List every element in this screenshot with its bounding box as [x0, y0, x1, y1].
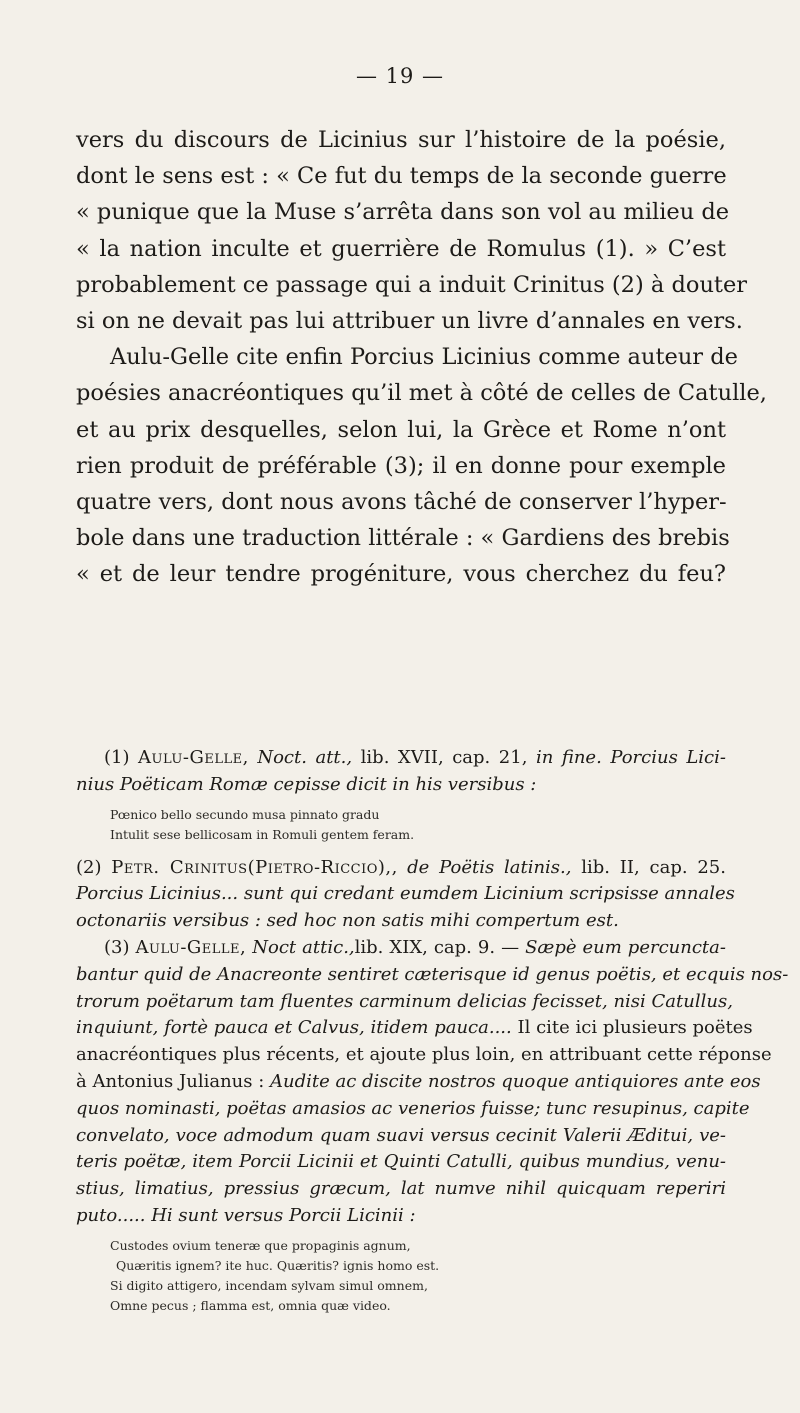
verse-line: Custodes ovium teneræ que propaginis agnum,	[110, 1237, 411, 1253]
footnote-line	[76, 1069, 761, 1096]
footnote-line: bantur quid de Anacreonte sentiret cæterisque id genus poëtis, et ecquis nos-	[76, 963, 789, 985]
footnote-ref: lib. XIX, cap. 9. —	[354, 936, 520, 958]
verse-line: Quæritis ignem? ite huc. Quæritis? ignis homo est.	[116, 1257, 440, 1273]
body-line: bole dans une traduction littérale : « Gardiens des brebis	[76, 525, 730, 552]
footnote-marker: (3)	[104, 936, 130, 958]
footnote-line: nius Poëticam Romæ cepisse dicit in his versibus :	[76, 773, 537, 795]
footnote-marker: (2)	[76, 856, 102, 878]
footnote-line: (2) Petr. Crinitus(Pietro-Riccio),, de Poëtis latinis., lib. II, cap. 25.	[76, 856, 726, 878]
verse-line: Intulit sese bellicosam in Romuli gentem feram.	[110, 826, 415, 842]
body-line: « la nation inculte et guerrière de Romulus (1). » C’est	[76, 235, 726, 262]
footnote-line	[76, 1015, 753, 1042]
footnote-line: stius, limatius, pressius græcum, lat numve nihil quicquam reperiri	[76, 1178, 726, 1200]
footnote-work: de Poëtis latinis.,	[407, 856, 572, 878]
footnote-line	[76, 745, 726, 772]
body-line: dont le sens est : « Ce fut du temps de la seconde guerre	[76, 163, 727, 190]
body-line: probablement ce passage qui a induit Crinitus (2) à douter	[76, 271, 748, 298]
footnote-author-alt: (Pietro-Riccio),	[247, 856, 392, 878]
footnote-line	[76, 935, 726, 962]
footnote-quote: Sæpè eum percuncta-	[525, 936, 726, 958]
body-line: et au prix desquelles, selon lui, la Grèce et Rome n’ont	[76, 416, 726, 443]
footnote-quote: inquiunt, fortè pauca et Calvus, itidem pauca....	[76, 1017, 512, 1039]
footnote-3	[76, 935, 789, 1316]
body-line: si on ne devait pas lui attribuer un livre d’annales en vers.	[76, 308, 743, 335]
footnote-line: anacréontiques plus récents, et ajoute plus loin, en attribuant cette réponse	[76, 1044, 772, 1066]
footnote-work: Noct attic.,	[252, 936, 355, 958]
footnote-line: trorum poëtarum tam fluentes carminum delicias fecisset, nisi Catullus,	[76, 990, 733, 1012]
main-text	[76, 122, 767, 593]
footnote-line: octonariis versibus : sed hoc non satis mihi compertum est.	[76, 910, 619, 932]
footnote-quote: puto.....	[76, 1204, 146, 1226]
footnote-1	[76, 745, 726, 855]
footnote-ref: lib. XVII, cap. 21,	[360, 747, 528, 768]
footnote-author: Petr. Crinitus	[111, 856, 248, 878]
footnotes	[76, 745, 789, 1316]
body-line: Aulu-Gelle cite enfin Porcius Licinius comme auteur de	[110, 344, 738, 371]
body-line: « et de leur tendre progéniture, vous cherchez du feu?	[76, 561, 726, 588]
footnote-author: Aulu-Gelle,	[135, 936, 247, 958]
footnote-work: Noct. att.,	[257, 747, 353, 768]
body-line: poésies anacréontiques qu’il met à côté de celles de Catulle,	[76, 380, 767, 407]
footnote-ref: lib. II, cap. 25.	[581, 856, 726, 878]
footnote-2	[76, 855, 735, 935]
footnote-line: teris poëtæ, item Porcii Licinii et Quinti Catulli, quibus mundius, venu-	[76, 1151, 726, 1173]
verse-line: Si digito attigero, incendam sylvam simul omnem,	[110, 1277, 428, 1293]
verse-line: Pœnico bello secundo musa pinnato gradu	[110, 806, 380, 822]
footnote-line: Porcius Licinius... sunt qui credant eumdem Licinium scripsisse annales	[76, 883, 735, 905]
body-line: quatre vers, dont nous avons tâché de conserver l’hyper-	[76, 489, 727, 516]
footnote-ref-infine: in fine.	[535, 747, 602, 768]
footnote-marker: (1)	[104, 747, 130, 768]
footnote-line	[76, 1203, 726, 1230]
footnote-commentary: Il cite ici plusieurs poëtes	[517, 1017, 753, 1039]
body-line: vers du discours de Licinius sur l’histoire de la poésie,	[76, 127, 726, 153]
footnote-line: quos nominasti, poëtas amasios ac venerios fuisse; tunc resupinus, capite	[76, 1097, 750, 1119]
footnote-quote: Porcius Lici-	[610, 747, 726, 768]
verse-line: Omne pecus ; flamma est, omnia quæ video.	[110, 1297, 391, 1313]
body-line: rien produit de préférable (3); il en donne pour exemple	[76, 452, 726, 479]
footnote-quote: Audite ac discite nostros quoque antiquiores ante eos	[270, 1070, 761, 1092]
footnote-line: convelato, voce admodum quam suavi versus cecinit Valerii Æditui, ve-	[76, 1124, 726, 1146]
body-line: « punique que la Muse s’arrêta dans son vol au milieu de	[76, 199, 730, 226]
footnote-quote: Hi sunt versus Porcii Licinii :	[151, 1204, 416, 1226]
footnote-author: Aulu-Gelle,	[138, 747, 249, 768]
page-number: — 19 —	[355, 64, 445, 88]
footnote-commentary: à Antonius Julianus :	[76, 1070, 265, 1092]
